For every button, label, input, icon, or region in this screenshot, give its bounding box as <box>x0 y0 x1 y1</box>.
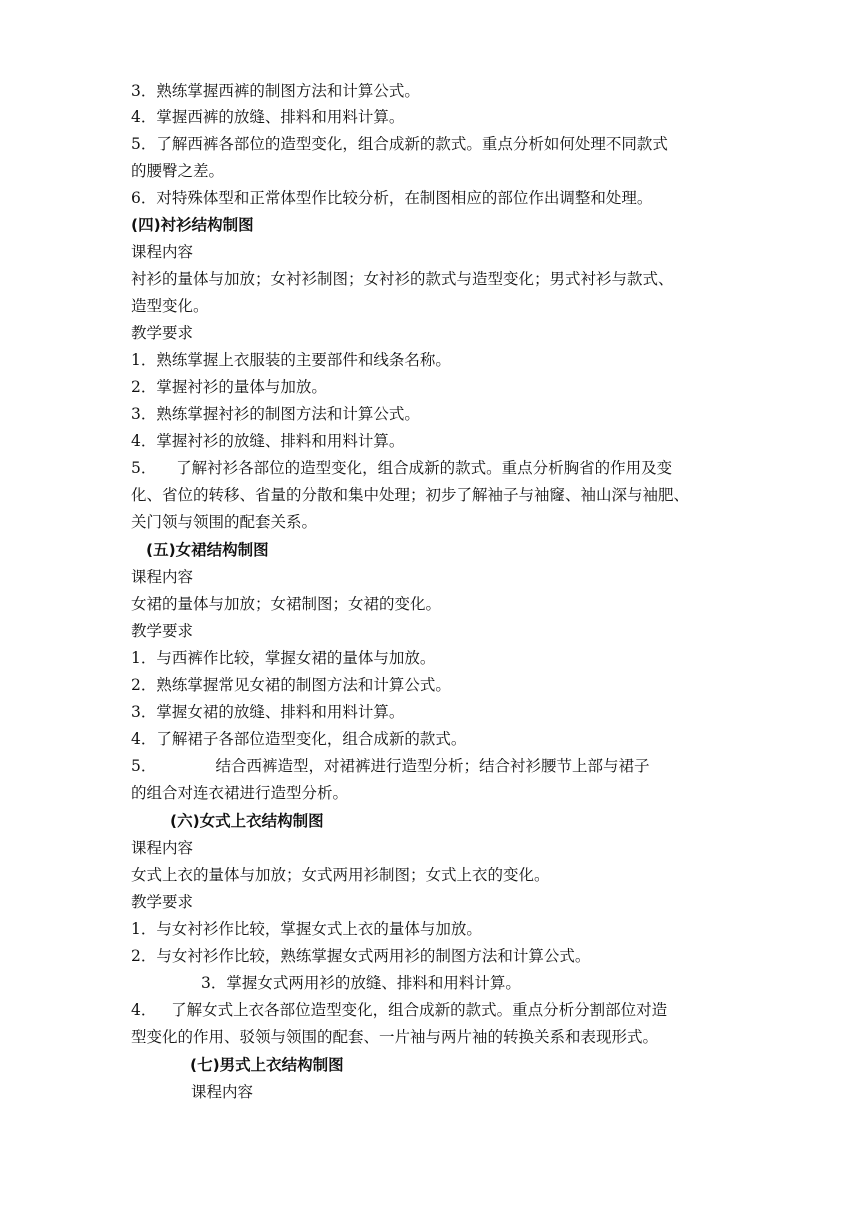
text-line: 3．熟练掌握西裤的制图方法和计算公式。 <box>131 82 420 100</box>
text-line: 教学要求 <box>131 324 194 342</box>
text-line: 衬衫的量体与加放；女衬衫制图；女衬衫的款式与造型变化；男式衬衫与款式、 <box>131 270 674 288</box>
text-line: 4．了解裙子各部位造型变化，组合成新的款式。 <box>131 730 467 748</box>
text-line: 化、省位的转移、省量的分散和集中处理；初步了解袖子与袖窿、袖山深与袖肥、 <box>131 486 690 504</box>
text-line: 3．掌握女式两用衫的放缝、排料和用料计算。 <box>201 974 521 992</box>
text-line: 3．掌握女裙的放缝、排料和用料计算。 <box>131 703 405 721</box>
text-line: 女式上衣的量体与加放；女式两用衫制图；女式上衣的变化。 <box>131 866 550 884</box>
text-line: 5．了解西裤各部位的造型变化，组合成新的款式。重点分析如何处理不同款式 <box>131 135 668 153</box>
text-line: 4．掌握衬衫的放缝、排料和用料计算。 <box>131 432 405 450</box>
text-line: 课程内容 <box>131 839 194 857</box>
text-line: 4．掌握西裤的放缝、排料和用料计算。 <box>131 108 405 126</box>
text-line: 的腰臀之差。 <box>131 162 225 180</box>
text-line: 2．与女衬衫作比较，熟练掌握女式两用衫的制图方法和计算公式。 <box>131 947 591 965</box>
text-line: 女裙的量体与加放；女裙制图；女裙的变化。 <box>131 595 442 613</box>
text-line: 2．掌握衬衫的量体与加放。 <box>131 378 327 396</box>
text-line: 型变化的作用、驳领与领围的配套、一片袖与两片袖的转换关系和表现形式。 <box>131 1028 659 1046</box>
text-line: 2．熟练掌握常见女裙的制图方法和计算公式。 <box>131 676 451 694</box>
text-line: 课程内容 <box>131 568 194 586</box>
text-line: 1．熟练掌握上衣服装的主要部件和线条名称。 <box>131 351 451 369</box>
text-line: 教学要求 <box>131 622 194 640</box>
text-line: 关门领与领围的配套关系。 <box>131 513 318 531</box>
text-line: 6．对特殊体型和正常体型作比较分析，在制图相应的部位作出调整和处理。 <box>131 189 653 207</box>
section-heading: (四)衬衫结构制图 <box>131 216 254 234</box>
text-line: 课程内容 <box>191 1083 254 1101</box>
text-line: 1．与西裤作比较，掌握女裙的量体与加放。 <box>131 649 436 667</box>
text-line: 3．熟练掌握衬衫的制图方法和计算公式。 <box>131 405 420 423</box>
text-line: 课程内容 <box>131 243 194 261</box>
text-line: 的组合对连衣裙进行造型分析。 <box>131 784 349 802</box>
text-line: 教学要求 <box>131 893 194 911</box>
text-line: 1．与女衬衫作比较，掌握女式上衣的量体与加放。 <box>131 920 482 938</box>
section-heading: (六)女式上衣结构制图 <box>170 812 324 830</box>
text-line: 5． 了解衬衫各部位的造型变化，组合成新的款式。重点分析胸省的作用及变 <box>131 459 673 477</box>
text-line: 4． 了解女式上衣各部位造型变化，组合成新的款式。重点分析分割部位对造 <box>131 1001 668 1019</box>
text-line: 5． 结合西裤造型，对裙裤进行造型分析；结合衬衫腰节上部与裙子 <box>131 757 650 775</box>
section-heading: (七)男式上衣结构制图 <box>190 1056 344 1074</box>
text-line: 造型变化。 <box>131 297 209 315</box>
section-heading: (五)女裙结构制图 <box>146 541 269 559</box>
